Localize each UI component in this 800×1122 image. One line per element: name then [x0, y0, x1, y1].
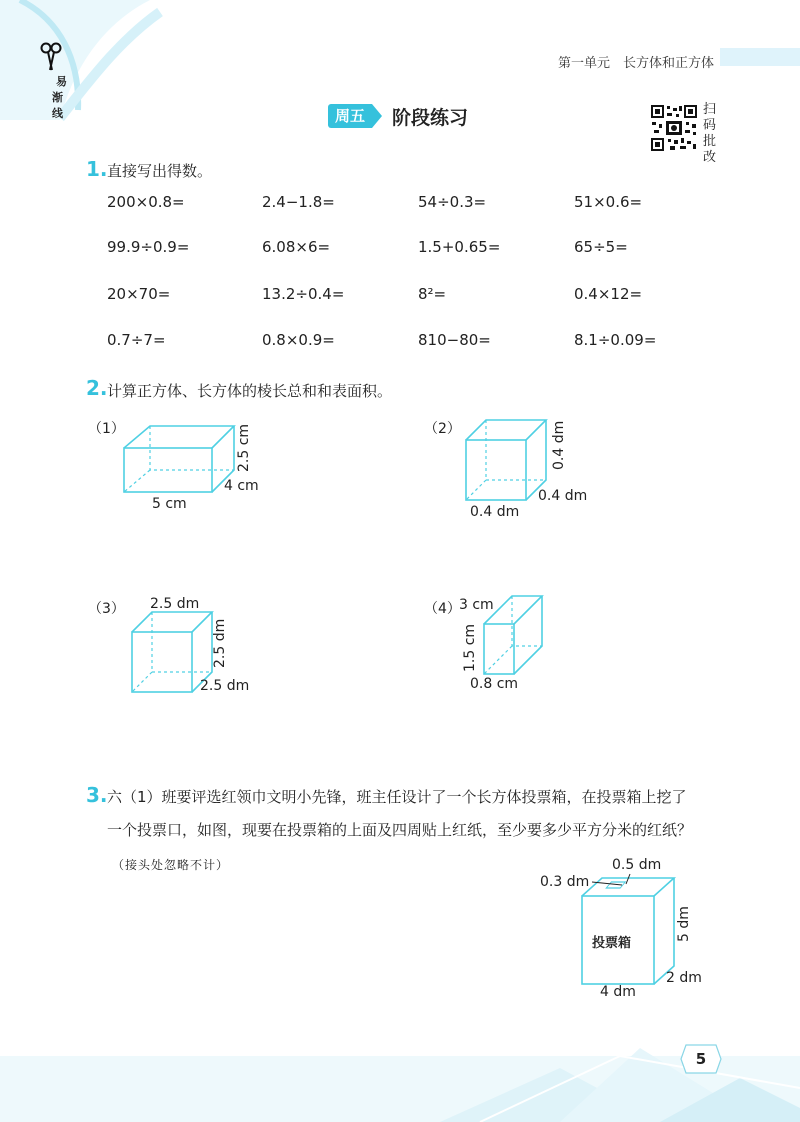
dimension-label: 2 dm — [666, 970, 702, 986]
dimension-label: 5 dm — [676, 906, 692, 942]
page-number: 5 — [695, 1050, 707, 1068]
ballot-slot — [606, 882, 625, 888]
day-badge-arrow — [372, 104, 382, 128]
brand-char: 易 — [56, 75, 67, 88]
arithmetic-item: 65÷5= — [574, 238, 628, 256]
arithmetic-item: 13.2÷0.4= — [262, 285, 345, 303]
figure-number: （4） — [424, 601, 461, 617]
ballot-box-label: 投票箱 — [592, 936, 632, 951]
arithmetic-item: 1.5+0.65= — [418, 238, 501, 256]
figure-number: （3） — [88, 601, 125, 617]
question-number: 3. — [86, 783, 108, 807]
arithmetic-item: 200×0.8= — [107, 193, 185, 211]
question-note: （接头处忽略不计） — [112, 858, 230, 872]
arithmetic-item: 51×0.6= — [574, 193, 643, 211]
dimension-label: 2.5 dm — [200, 678, 250, 694]
dimension-label: 4 cm — [224, 478, 259, 494]
arithmetic-item: 2.4−1.8= — [262, 193, 335, 211]
question-text-line: 六（1）班要评选红领巾文明小先锋，班主任设计了一个长方体投票箱，在投票箱上挖了 — [107, 788, 687, 806]
cuboid-figure — [120, 420, 240, 500]
dimension-label: 2.5 dm — [150, 596, 200, 612]
corner-swoosh-decoration — [0, 0, 170, 130]
brand-logo — [40, 42, 76, 122]
arithmetic-item: 0.4×12= — [574, 285, 643, 303]
unit-title: 第一单元 长方体和正方体 — [557, 56, 714, 71]
header-band — [720, 48, 800, 66]
arithmetic-item: 99.9÷0.9= — [107, 238, 190, 256]
question-number: 2. — [86, 376, 108, 400]
question-number: 1. — [86, 157, 108, 181]
question-prompt: 计算正方体、长方体的棱长总和和表面积。 — [107, 382, 393, 400]
arithmetic-item: 810−80= — [418, 331, 491, 349]
day-badge: 周五 — [328, 104, 372, 128]
arithmetic-item: 8.1÷0.09= — [574, 331, 657, 349]
brand-char: 渐 — [52, 91, 63, 104]
arithmetic-item: 8²= — [418, 285, 447, 303]
dimension-label: 2.5 cm — [236, 423, 252, 472]
dimension-label: 4 dm — [600, 984, 636, 1000]
dimension-label: 0.4 dm — [551, 420, 567, 470]
dimension-label: 0.8 cm — [470, 676, 519, 692]
question-prompt: 直接写出得数。 — [107, 162, 213, 180]
section-title: 阶段练习 — [392, 107, 469, 129]
arithmetic-item: 0.7÷7= — [107, 331, 166, 349]
qr-code-icon[interactable] — [650, 104, 698, 152]
dimension-label: 5 cm — [152, 496, 187, 512]
arithmetic-item: 0.8×0.9= — [262, 331, 335, 349]
arithmetic-item: 20×70= — [107, 285, 171, 303]
figure-number: （1） — [88, 421, 125, 437]
qr-label: 扫码批改 — [703, 102, 717, 165]
dimension-label: 3 cm — [459, 597, 494, 613]
dimension-label: 2.5 dm — [212, 618, 228, 668]
arithmetic-item: 6.08×6= — [262, 238, 331, 256]
question-text-line: 一个投票口，如图，现要在投票箱的上面及四周贴上红纸，至少要多少平方分米的红纸？ — [107, 821, 693, 839]
dimension-label: 0.4 dm — [538, 488, 588, 504]
dimension-label: 0.5 dm — [612, 857, 662, 873]
figure-number: （2） — [424, 421, 461, 437]
dimension-label: 0.3 dm — [540, 874, 590, 890]
brand-char: 线 — [52, 107, 63, 120]
dimension-label: 1.5 cm — [462, 623, 478, 672]
dimension-label: 0.4 dm — [470, 504, 520, 520]
scissors-icon — [40, 42, 62, 72]
arithmetic-item: 54÷0.3= — [418, 193, 487, 211]
